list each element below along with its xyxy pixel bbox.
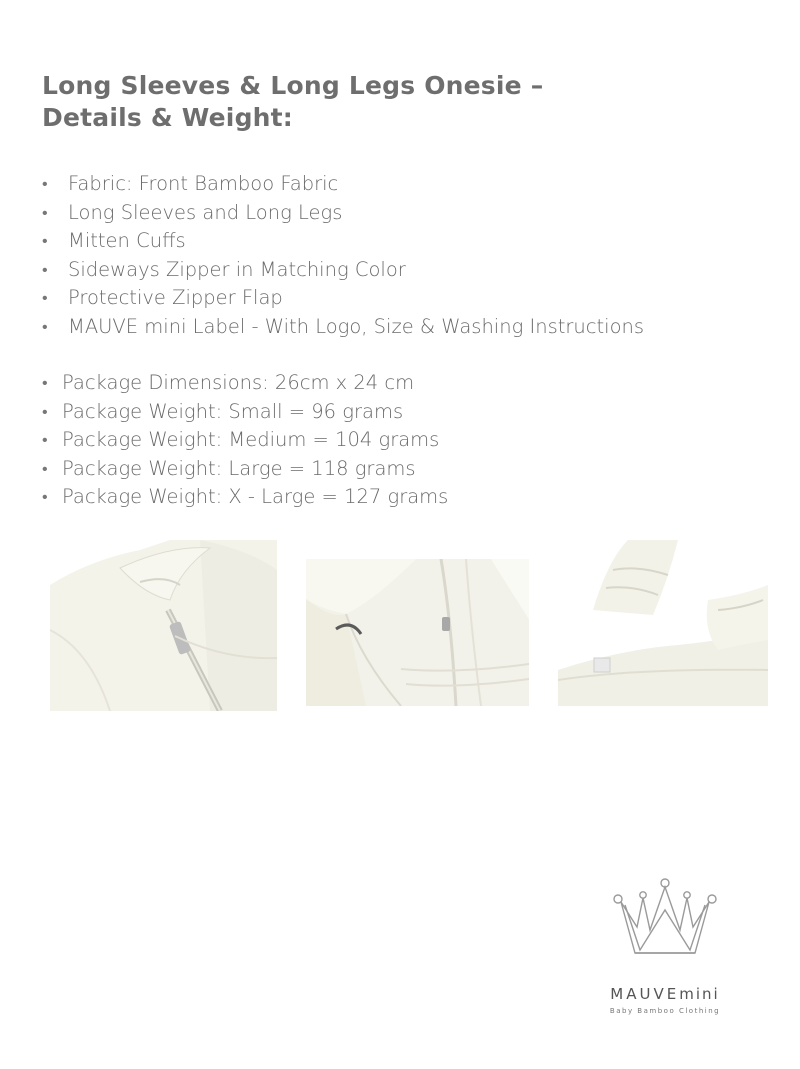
list-item: • Package Weight: Small = 96 grams <box>42 398 448 427</box>
onesie-collar-zipper-photo <box>50 540 277 711</box>
title-line-1: Long Sleeves & Long Legs Onesie – <box>42 71 544 100</box>
onesie-zipper-flap-photo <box>306 559 529 706</box>
bullet-icon: • <box>42 373 48 392</box>
list-item: • MAUVE mini Label - With Logo, Size & Washing Instructions <box>42 313 644 342</box>
onesie-mitten-cuff-photo <box>558 540 768 706</box>
bullet-icon: • <box>42 487 48 506</box>
bullet-icon: • <box>42 202 48 222</box>
bullet-icon: • <box>42 288 48 307</box>
list-item: • Protective Zipper Flap <box>42 284 644 313</box>
brand-logo <box>585 875 745 1025</box>
brand-name: MAUVEmini <box>610 985 720 1003</box>
bullet-icon: • <box>42 458 48 478</box>
list-item: • Package Weight: Medium = 104 grams <box>42 426 448 455</box>
bullet-icon: • <box>42 430 48 449</box>
title-line-2: Details & Weight: <box>42 103 294 132</box>
bullet-icon: • <box>42 259 48 279</box>
bullet-icon: • <box>42 401 48 421</box>
feature-list <box>42 170 644 341</box>
page-title <box>42 70 742 134</box>
list-item: • Package Weight: Large = 118 grams <box>42 455 448 484</box>
list-item: • Fabric: Front Bamboo Fabric <box>42 170 644 199</box>
crown-icon <box>585 875 745 975</box>
list-item: • Sideways Zipper in Matching Color <box>42 256 644 285</box>
bullet-icon: • <box>42 231 48 250</box>
list-item: • Long Sleeves and Long Legs <box>42 199 644 228</box>
list-item: • Mitten Cuffs <box>42 227 644 256</box>
package-list <box>42 369 448 512</box>
bullet-icon: • <box>42 174 48 193</box>
bullet-icon: • <box>42 316 48 336</box>
brand-tagline: Baby Bamboo Clothing <box>609 1007 721 1015</box>
list-item: • Package Weight: X - Large = 127 grams <box>42 483 448 512</box>
list-item: • Package Dimensions: 26cm x 24 cm <box>42 369 448 398</box>
